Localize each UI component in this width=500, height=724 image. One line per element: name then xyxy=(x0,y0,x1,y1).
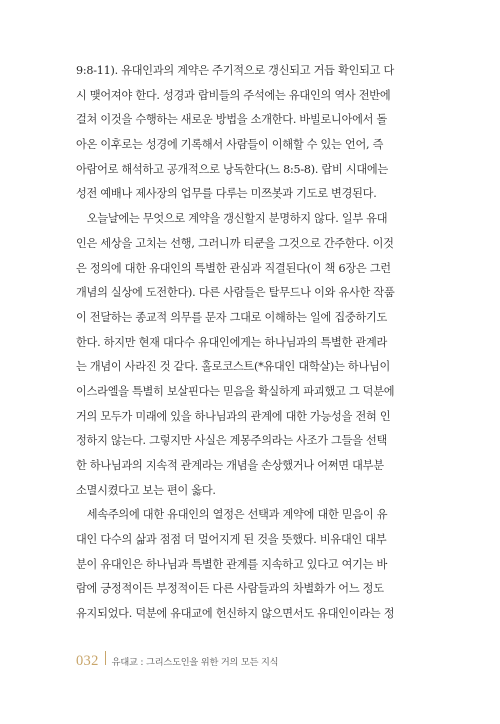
text-line: 개념의 실상에 도전한다). 다른 사람들은 탈무드나 이와 유사한 작품 xyxy=(76,285,395,300)
text-line: 유지되었다. 덕분에 유대교에 헌신하지 않으면서도 유대인이라는 정 xyxy=(76,606,395,621)
text-line: 한다. 하지만 현재 대다수 유대인에게는 하나님과의 특별한 관계라 xyxy=(76,334,388,349)
running-title: 유대교 : 그리스도인을 위한 거의 모든 지식 xyxy=(111,657,279,668)
text-line: 시 맺어져야 한다. 성경과 랍비들의 주석에는 유대인의 역사 전반에 xyxy=(76,87,391,102)
body-text xyxy=(76,58,432,626)
text-line: 9:8-11). 유대인과의 계약은 주기적으로 갱신되고 거듭 확인되고 다 xyxy=(76,63,395,77)
text-line: 걸쳐 이것을 수행하는 새로운 방법을 소개한다. 바빌로니아에서 돌 xyxy=(76,112,388,127)
footer-separator xyxy=(105,651,106,665)
text-line: 오늘날에는 무엇으로 계약을 갱신할지 분명하지 않다. 일부 유대 xyxy=(86,211,388,226)
text-line: 세속주의에 대한 유대인의 열정은 선택과 계약에 대한 믿음이 유 xyxy=(86,507,388,522)
text-line: 성전 예배나 제사장의 업무를 다루는 미쯔봇과 기도로 변경된다. xyxy=(76,186,377,201)
text-line: 이 전달하는 종교적 의무를 문자 그대로 이해하는 일에 집중하기도 xyxy=(76,309,388,324)
text-line: 람에 긍정적이든 부정적이든 다른 사람들과의 차별화가 어느 정도 xyxy=(76,581,384,596)
text-line: 거의 모두가 미래에 있을 하나님과의 관계에 대한 가능성을 전혀 인 xyxy=(76,408,391,423)
paragraph xyxy=(76,502,432,625)
page-footer xyxy=(76,651,278,671)
page-number: 032 xyxy=(76,652,99,669)
paragraph xyxy=(76,58,432,206)
text-line: 아온 이후로는 성경에 기록해서 사람들이 이해할 수 있는 언어, 즉 xyxy=(76,137,384,152)
paragraph xyxy=(76,206,432,502)
text-line: 이스라엘을 특별히 보살핀다는 믿음을 확실하게 파괴했고 그 덕분에 xyxy=(76,383,395,398)
text-line: 은 정의에 대한 유대인의 특별한 관심과 직결된다(이 책 6장은 그런 xyxy=(76,260,391,275)
text-line: 한 하나님과의 지속적 관계라는 개념을 손상했거나 어쩌면 대부분 xyxy=(76,458,384,472)
text-line: 인은 세상을 고치는 선행, 그러니까 티쿤을 그것으로 간주한다. 이것 xyxy=(76,235,394,250)
text-line: 는 개념이 사라진 것 같다. 홀로코스트(*유대인 대학살)는 하나님이 xyxy=(76,359,391,374)
text-line: 아람어로 해석하고 공개적으로 낭독한다(느 8:5-8). 랍비 시대에는 xyxy=(76,161,388,176)
text-line: 분이 유대인은 하나님과 특별한 관계를 지속하고 있다고 여기는 바 xyxy=(76,556,388,571)
text-line: 대인 다수의 삶과 점점 더 멀어지게 된 것을 뜻했다. 비유대인 대부 xyxy=(76,532,387,547)
text-line: 소멸시켰다고 보는 편이 옳다. xyxy=(76,482,216,497)
text-line: 정하지 않는다. 그렇지만 사실은 계몽주의라는 사조가 그들을 선택 xyxy=(76,433,388,448)
